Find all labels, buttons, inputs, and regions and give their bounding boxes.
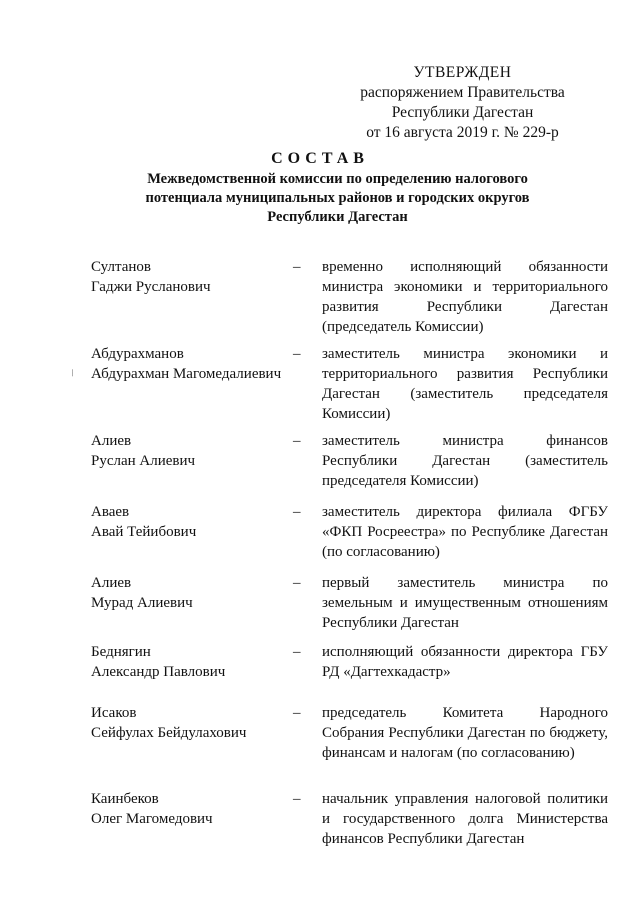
member-role: заместитель директора филиала ФГБУ «ФКП Росреестра» по Республике Дагестан (по согласованию): [322, 504, 608, 560]
member-surname: Беднягин: [91, 644, 151, 660]
member-role: исполняющий обязанности директора ГБУ РД «Дагтехкадастр»: [322, 644, 608, 680]
member-role: первый заместитель министра по земельным и имущественным отношениям Республики Дагестан: [322, 575, 608, 631]
member-name: Абдурахман Магомедалиевич: [91, 366, 282, 382]
member-name: Гаджи Русланович: [91, 279, 211, 295]
member-surname: Султанов: [91, 259, 151, 275]
member-surname: Аваев: [91, 504, 130, 520]
member-name: Сейфулах Бейдулахович: [91, 725, 247, 741]
approval-date-line: от 16 августа 2019 г. № 229-р: [366, 124, 559, 141]
member-surname: Алиев: [91, 433, 132, 449]
member-role: председатель Комитета Народного Собрания Республики Дагестан по бюджету, финансам и налогам (по согласованию): [322, 705, 608, 761]
member-dash: –: [293, 791, 301, 807]
approval-order-line: распоряжением Правительства: [360, 84, 565, 101]
approval-heading: УТВЕРЖДЕН: [413, 64, 512, 81]
member-name: Олег Магомедович: [91, 811, 213, 827]
commission-name: Межведомственной комиссии по определению налогового потенциала муниципальных районов и городских округов Республики Дагестан: [145, 171, 530, 225]
member-name: Александр Павлович: [91, 664, 226, 680]
member-name: Руслан Алиевич: [91, 453, 196, 469]
approval-stamp: [340, 63, 585, 143]
member-role: заместитель министра экономики и территориального развития Республики Дагестан (заместитель председателя Комиссии): [322, 346, 608, 422]
document-title: СОСТАВ: [271, 150, 369, 167]
member-dash: –: [293, 504, 301, 520]
member-role: временно исполняющий обязанности министра экономики и территориального развития Республики Дагестан (председатель Комиссии): [322, 259, 608, 335]
member-dash: –: [293, 575, 301, 591]
member-dash: –: [293, 346, 301, 362]
member-role: заместитель министра финансов Республики Дагестан (заместитель председателя Комиссии): [322, 433, 608, 489]
member-dash: –: [293, 433, 301, 449]
member-name: Авай Тейибович: [91, 524, 197, 540]
member-surname: Исаков: [91, 705, 137, 721]
approval-government-line: Республики Дагестан: [391, 104, 534, 121]
member-dash: –: [293, 259, 301, 275]
member-surname: Алиев: [91, 575, 132, 591]
member-surname: Каинбеков: [91, 791, 159, 807]
member-name: Мурад Алиевич: [91, 595, 193, 611]
scan-artifact: \: [69, 367, 76, 380]
member-dash: –: [293, 705, 301, 721]
member-role: начальник управления налоговой политики и государственного долга Министерства финансов Республики Дагестан: [322, 791, 608, 847]
member-surname: Абдурахманов: [91, 346, 184, 362]
member-dash: –: [293, 644, 301, 660]
